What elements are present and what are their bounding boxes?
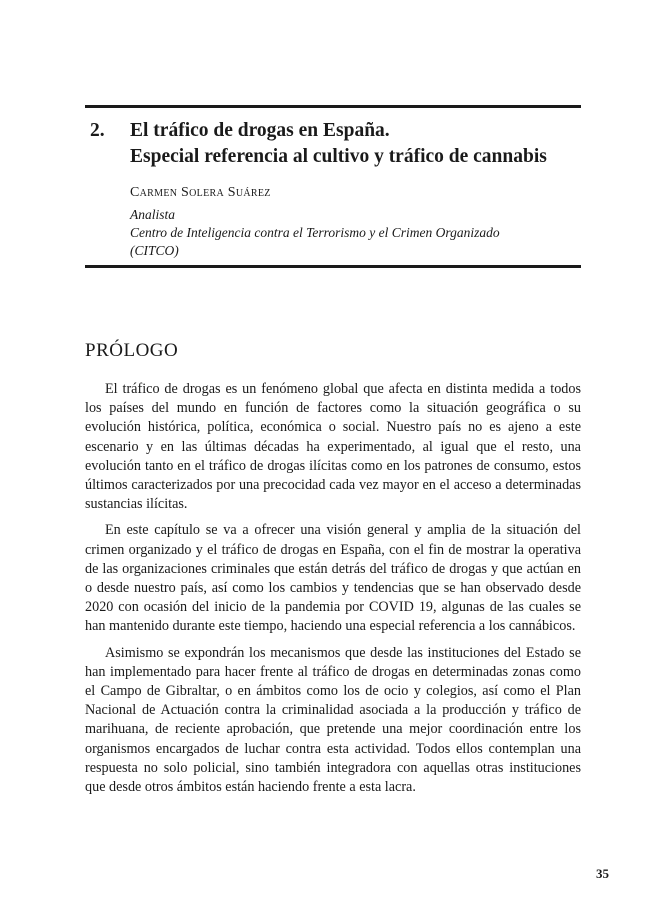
author-role: Analista	[130, 207, 176, 222]
bottom-rule	[85, 265, 581, 268]
chapter-title-line-1: El tráfico de drogas en España.	[130, 120, 390, 141]
chapter-title-line-2: Especial referencia al cultivo y tráfico de cannabis	[130, 146, 547, 167]
paragraph-3: Asimismo se expondrán los mecanismos que desde las instituciones del Estado se han implementado para hacer frente al tráfico de drogas en determinadas zonas como el Campo de Gibraltar, o en ámbitos como los de ocio y colegios, así como el Plan Nacional de Actuación contra la criminalidad asociada a la producción y tráfico de marihuana, de reciente aprobación, que pretende una mejor coordinación entre los organismos encargados de luchar contra esta actividad. Todos ellos contemplan una respuesta no solo policial, sino también integradora con aquellas otras instituciones que desde otros ámbitos están haciendo frente a esta lacra.	[85, 644, 581, 796]
paragraph-1: El tráfico de drogas es un fenómeno global que afecta en distinta medida a todos los países del mundo en función de factores como la situación geográfica o su evolución histórica, política, económica o social. Nuestro país no es ajeno a este escenario y en las últimas décadas ha experimentado, al igual que el resto, una evolución tanto en el tráfico de drogas ilícitas como en los patrones de consumo, estos últimos caracterizados por una precocidad cada vez mayor en el acceso a determinadas sustancias ilícitas.	[85, 381, 581, 513]
chapter-number: 2.	[90, 120, 105, 141]
author-block	[130, 184, 580, 260]
author-org-line-1: Centro de Inteligencia contra el Terrorismo y el Crimen Organizado	[130, 225, 500, 240]
top-rule	[85, 105, 581, 108]
chapter-title	[130, 118, 590, 170]
section-heading: PRÓLOGO	[85, 340, 179, 361]
body-text	[85, 380, 581, 804]
author-org-line-2: (CITCO)	[130, 243, 179, 258]
paragraph-2: En este capítulo se va a ofrecer una visión general y amplia de la situación del crimen organizado y el tráfico de drogas en España, con el fin de mostrar la operativa de las organizaciones criminales que están detrás del tráfico de drogas y que actúan en o desde nuestro país, así como los cambios y tendencias que se han observado desde 2020 con ocasión del inicio de la pandemia por COVID 19, algunas de las cuales se han mantenido durante este tiempo, haciendo una especial referencia a los cannábicos.	[85, 522, 581, 635]
author-name: Carmen Solera Suárez	[130, 185, 271, 200]
page-number: 35	[596, 866, 609, 881]
